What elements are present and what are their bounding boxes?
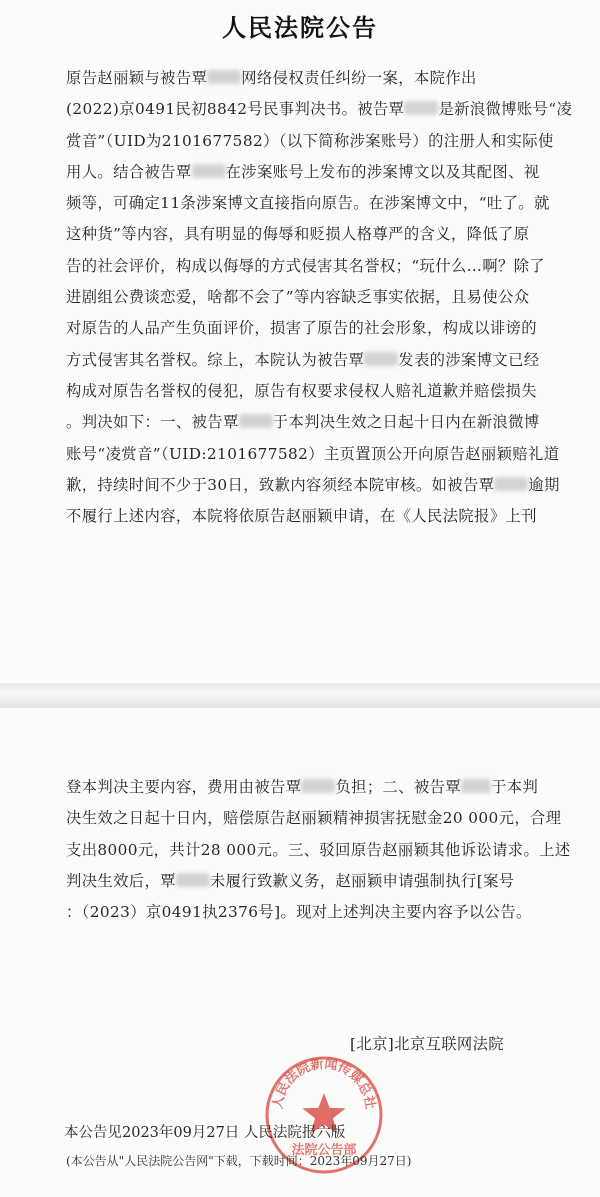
text-line bbox=[66, 439, 582, 470]
text-segment: 。判决如下：一、被告覃 bbox=[66, 413, 239, 432]
text-line bbox=[66, 803, 582, 834]
text-line bbox=[66, 345, 582, 376]
text-segment: 判决生效后，覃 bbox=[66, 871, 176, 890]
redacted-name bbox=[461, 779, 491, 793]
text-line bbox=[66, 94, 582, 125]
text-line bbox=[66, 63, 582, 94]
text-line bbox=[66, 376, 582, 407]
judgment-text-part2 bbox=[66, 772, 582, 928]
text-segment: 于本判 bbox=[491, 778, 539, 796]
publication-notice: 本公告见2023年09月27日 人民法院报六版 bbox=[64, 1125, 346, 1141]
text-segment: 方式侵害其名誉权。综上，本院认为被告覃 bbox=[66, 350, 365, 369]
redacted-name bbox=[364, 352, 398, 366]
text-segment: 发表的涉案博文已经 bbox=[398, 350, 540, 369]
text-segment: 频等，可确定11条涉案博文直接指向原告。在涉案博文中，“吐了。就 bbox=[66, 194, 550, 213]
redacted-name bbox=[239, 414, 273, 428]
text-segment: 网络侵权责任纠纷一案，本院作出 bbox=[241, 69, 477, 87]
text-segment: 进剧组公费谈恋爱，啥都不会了”等内容缺乏事实依据，且易使公众 bbox=[66, 288, 530, 307]
text-line bbox=[66, 501, 582, 532]
text-segment: 用人。结合被告覃 bbox=[66, 162, 192, 181]
download-source-note: (本公告从"人民法院公告网"下载，下载时间：2023年09月27日) bbox=[66, 1154, 412, 1168]
page-divider bbox=[0, 683, 600, 708]
text-segment: (2022)京0491民初8842号民事判决书。被告覃 bbox=[66, 100, 405, 119]
text-segment: 构成对原告名誉权的侵犯，原告有权要求侵权人赔礼道歉并赔偿损失 bbox=[66, 381, 537, 400]
text-segment: ：（2023）京0491执2376号]。现对上述判决主要内容予以公告。 bbox=[66, 903, 532, 922]
text-line bbox=[66, 188, 582, 219]
text-segment: 负担；二、被告覃 bbox=[335, 778, 462, 796]
redacted-name bbox=[404, 101, 438, 115]
text-segment: 决生效之日起十日内，赔偿原告赵丽颖精神损害抚慰金20 000元，合理 bbox=[66, 809, 562, 828]
text-segment: 原告赵丽颖与被告覃 bbox=[66, 69, 208, 87]
text-segment: 赏音”（UID为2101677582）（以下简称涉案账号）的注册人和实际使 bbox=[66, 131, 554, 150]
text-segment: 支出8000元，共计28 000元。三、驳回原告赵丽颖其他诉讼请求。上述 bbox=[66, 840, 571, 859]
text-segment: 对原告的人品产生负面评价，损害了原告的社会形象，构成以诽谤的 bbox=[66, 319, 537, 338]
document-title: 人民法院公告 bbox=[222, 14, 378, 42]
text-segment: 在涉案账号上发布的涉案博文以及其配图、视 bbox=[225, 162, 540, 181]
text-segment: 告的社会评价，构成以侮辱的方式侵害其名誉权；“玩什么…啊？除了 bbox=[66, 256, 546, 275]
redacted-name bbox=[192, 164, 226, 178]
text-line bbox=[66, 772, 582, 803]
text-line bbox=[66, 835, 582, 866]
text-segment: 这种货”等内容，具有明显的侮辱和贬损人格尊严的含义，降低了原 bbox=[66, 225, 530, 244]
text-line bbox=[66, 126, 582, 157]
text-line bbox=[66, 157, 582, 188]
svg-text:人民法院新闻传媒总社: 人民法院新闻传媒总社 bbox=[270, 1056, 378, 1111]
text-segment: 不履行上述内容，本院将依原告赵丽颖申请，在《人民法院报》上刊 bbox=[66, 507, 537, 526]
redacted-name bbox=[207, 70, 241, 84]
text-segment: 逾期 bbox=[528, 475, 560, 494]
text-line bbox=[66, 470, 582, 501]
text-segment: 是新浪微博账号“凌 bbox=[438, 100, 573, 119]
judgment-text-part1 bbox=[66, 63, 582, 532]
text-line bbox=[66, 897, 582, 928]
text-line bbox=[66, 313, 582, 344]
text-line bbox=[66, 282, 582, 313]
text-line bbox=[66, 219, 582, 250]
text-segment: 账号“凌赏音”（UID:2101677582）主页置顶公开向原告赵丽颖赔礼道 bbox=[66, 444, 560, 463]
svg-text:法院公告部: 法院公告部 bbox=[291, 1143, 357, 1158]
text-line bbox=[66, 251, 582, 282]
redacted-name bbox=[301, 779, 335, 793]
text-line bbox=[66, 866, 582, 897]
text-segment: 歉，持续时间不少于30日，致歉内容须经本院审核。如被告覃 bbox=[66, 475, 495, 494]
text-segment: 于本判决生效之日起十日内在新浪微博 bbox=[272, 413, 540, 432]
text-segment: 登本判决主要内容，费用由被告覃 bbox=[66, 778, 302, 796]
redacted-name bbox=[176, 873, 210, 887]
court-issuer: [北京]北京互联网法院 bbox=[350, 1035, 505, 1053]
redacted-name bbox=[494, 477, 528, 491]
text-segment: 未履行致歉义务，赵丽颖申请强制执行[案号 bbox=[209, 871, 515, 890]
text-line bbox=[66, 407, 582, 438]
